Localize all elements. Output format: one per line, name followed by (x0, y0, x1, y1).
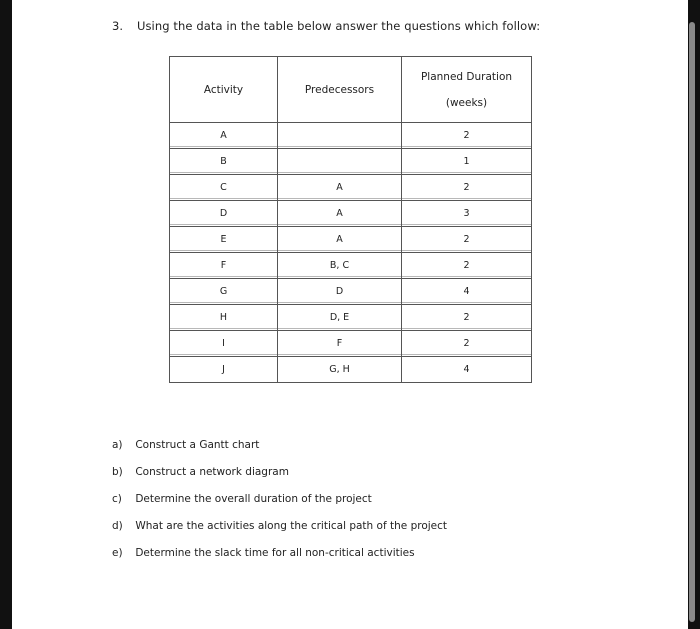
question-number: 3. (112, 19, 124, 33)
subquestion-letter: b) (112, 466, 123, 478)
table-row (170, 175, 532, 201)
header-activity: Activity (170, 57, 278, 123)
question-heading (112, 19, 540, 33)
cell-activity: C (170, 175, 278, 201)
cell-activity: J (170, 357, 278, 383)
subquestion-text: Construct a Gantt chart (135, 439, 260, 451)
subquestion-text: Determine the slack time for all non-critical activities (135, 547, 415, 559)
header-duration (402, 57, 532, 123)
subquestion-item (112, 459, 447, 486)
subquestion-text: Construct a network diagram (135, 466, 289, 478)
table-row (170, 253, 532, 279)
cell-predecessors (278, 149, 402, 175)
subquestion-item (112, 513, 447, 540)
subquestion-text: What are the activities along the critical path of the project (135, 520, 448, 532)
cell-duration: 2 (402, 305, 532, 331)
cell-predecessors: D, E (278, 305, 402, 331)
cell-duration: 2 (402, 253, 532, 279)
cell-duration: 2 (402, 123, 532, 149)
table-row (170, 227, 532, 253)
subquestion-letter: d) (112, 520, 123, 532)
cell-predecessors: A (278, 201, 402, 227)
header-predecessors: Predecessors (278, 57, 402, 123)
cell-activity: B (170, 149, 278, 175)
cell-activity: G (170, 279, 278, 305)
subquestion-letter: a) (112, 439, 123, 451)
table-row (170, 149, 532, 175)
question-text: Using the data in the table below answer the questions which follow: (136, 19, 541, 33)
table-row (170, 123, 532, 149)
subquestion-item (112, 540, 447, 567)
cell-activity: E (170, 227, 278, 253)
subquestion-list (112, 432, 447, 567)
cell-predecessors: B, C (278, 253, 402, 279)
scrollbar[interactable] (689, 22, 695, 622)
cell-activity: F (170, 253, 278, 279)
table-row (170, 357, 532, 383)
document-page (12, 0, 688, 629)
table-header-row (170, 57, 532, 123)
table-row (170, 279, 532, 305)
cell-predecessors: A (278, 227, 402, 253)
subquestion-item (112, 486, 447, 513)
cell-duration: 2 (402, 175, 532, 201)
cell-duration: 4 (402, 279, 532, 305)
table-row (170, 201, 532, 227)
cell-predecessors: D (278, 279, 402, 305)
table-row (170, 331, 532, 357)
cell-activity: A (170, 123, 278, 149)
subquestion-letter: c) (112, 493, 122, 505)
cell-predecessors (278, 123, 402, 149)
subquestion-text: Determine the overall duration of the project (135, 493, 372, 505)
cell-duration: 2 (402, 331, 532, 357)
header-duration-unit: (weeks) (445, 96, 488, 109)
cell-duration: 4 (402, 357, 532, 383)
cell-activity: H (170, 305, 278, 331)
cell-activity: I (170, 331, 278, 357)
subquestion-letter: e) (112, 547, 123, 559)
cell-predecessors: A (278, 175, 402, 201)
cell-predecessors: G, H (278, 357, 402, 383)
cell-duration: 1 (402, 149, 532, 175)
cell-duration: 2 (402, 227, 532, 253)
cell-predecessors: F (278, 331, 402, 357)
table-row (170, 305, 532, 331)
header-duration-label: Planned Duration (420, 70, 513, 83)
activity-table (169, 56, 532, 383)
subquestion-item (112, 432, 447, 459)
cell-activity: D (170, 201, 278, 227)
cell-duration: 3 (402, 201, 532, 227)
